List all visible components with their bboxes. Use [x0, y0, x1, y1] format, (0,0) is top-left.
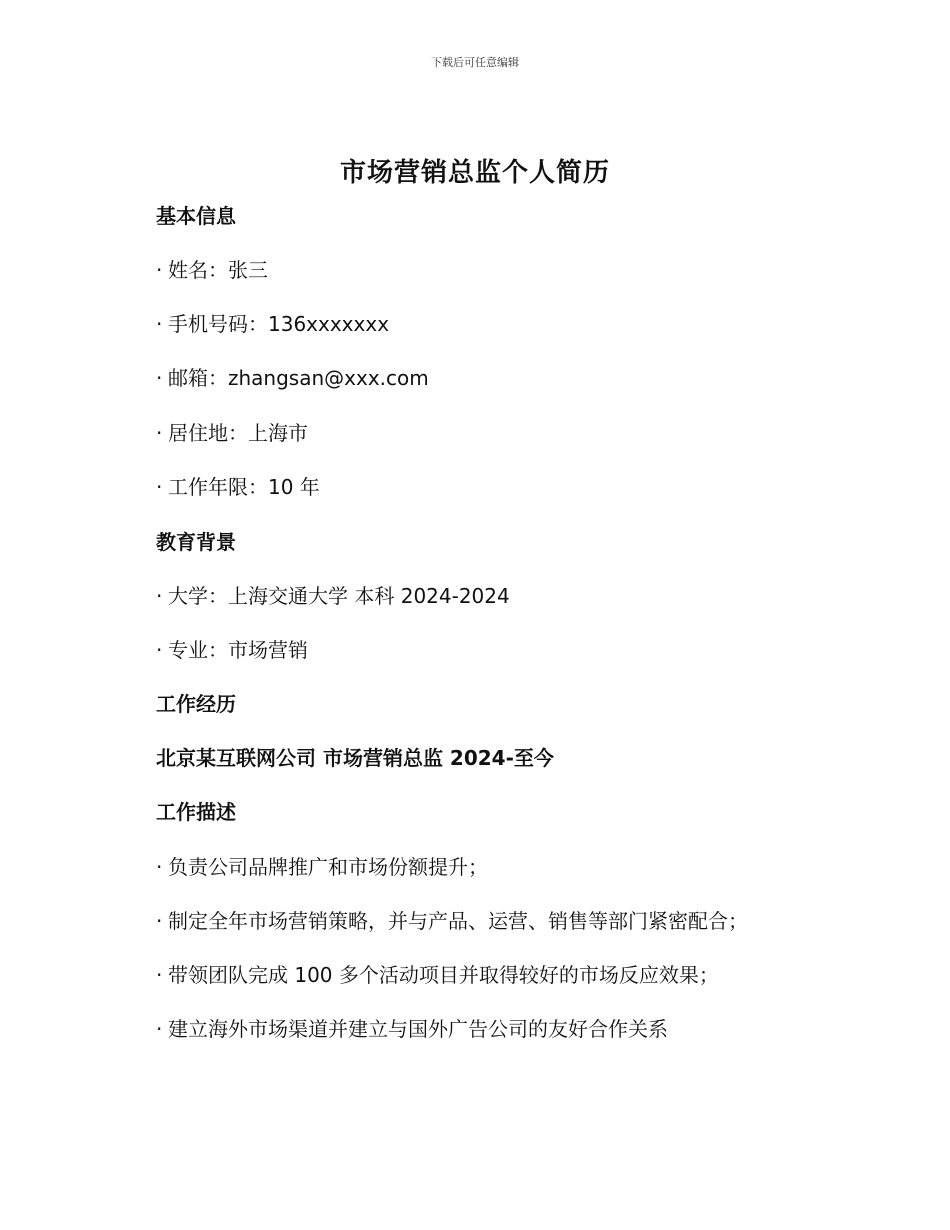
section-heading-work-history: 工作经历 [156, 692, 236, 716]
list-item-university [156, 580, 510, 609]
list-item-duty-4 [156, 1013, 668, 1042]
list-item-residence [156, 417, 308, 446]
bullet: · [156, 1017, 163, 1041]
item-text: 专业：市场营销 [168, 638, 308, 662]
list-item-phone [156, 308, 389, 337]
item-text: 手机号码：136xxxxxxx [168, 312, 390, 336]
item-text: 工作年限：10 年 [168, 475, 320, 499]
list-item-experience-years [156, 471, 320, 500]
job-position: 北京某互联网公司 市场营销总监 2024-至今 [156, 746, 554, 770]
item-text: 邮箱：zhangsan@xxx.com [168, 366, 429, 390]
list-item-name [156, 254, 268, 283]
item-text: 大学：上海交通大学 本科 2024-2024 [168, 584, 510, 608]
bullet: · [156, 366, 163, 390]
list-item-major [156, 634, 308, 663]
section-heading-basic-info: 基本信息 [156, 204, 236, 228]
bullet: · [156, 258, 163, 282]
list-item-duty-2 [156, 905, 748, 934]
bullet: · [156, 475, 163, 499]
header-note: 下载后可任意编辑 [431, 56, 519, 69]
list-item-email [156, 362, 429, 391]
item-text: 姓名：张三 [168, 258, 268, 282]
bullet: · [156, 312, 163, 336]
bullet: · [156, 638, 163, 662]
page-title: 市场营销总监个人简历 [339, 158, 610, 188]
item-text: 居住地：上海市 [168, 421, 308, 445]
section-heading-job-description: 工作描述 [156, 800, 236, 824]
item-text: 带领团队完成 100 多个活动项目并取得较好的市场反应效果； [168, 963, 719, 987]
bullet: · [156, 963, 163, 987]
bullet: · [156, 909, 163, 933]
section-heading-education: 教育背景 [156, 530, 236, 554]
list-item-duty-3 [156, 959, 719, 988]
item-text: 建立海外市场渠道并建立与国外广告公司的友好合作关系 [168, 1017, 668, 1041]
list-item-duty-1 [156, 851, 488, 880]
bullet: · [156, 421, 163, 445]
bullet: · [156, 855, 163, 879]
item-text: 负责公司品牌推广和市场份额提升； [168, 855, 488, 879]
bullet: · [156, 584, 163, 608]
item-text: 制定全年市场营销策略，并与产品、运营、销售等部门紧密配合； [168, 909, 748, 933]
